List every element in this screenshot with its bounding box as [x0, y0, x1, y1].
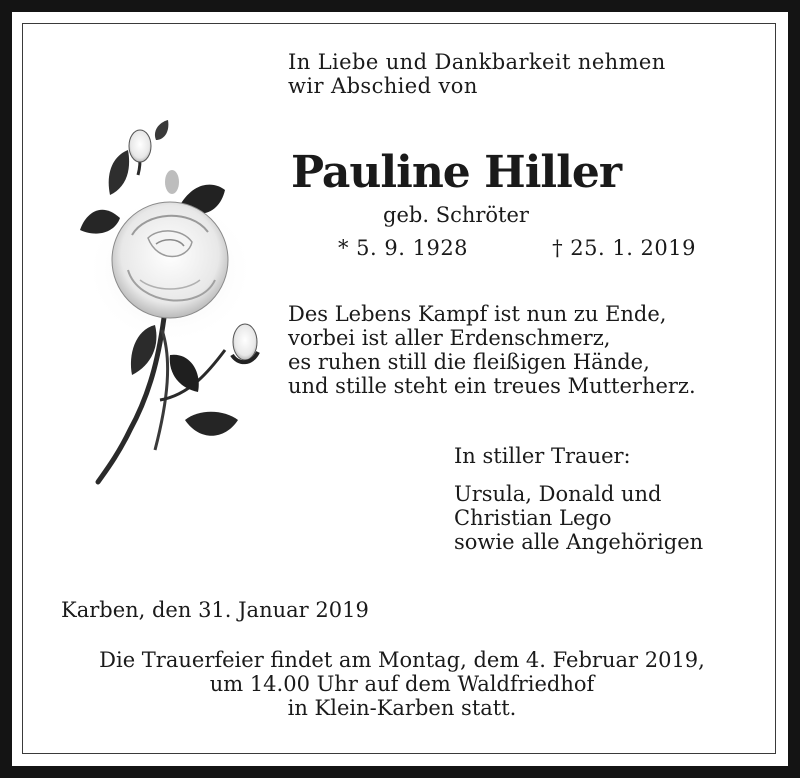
obituary-notice [12, 12, 788, 766]
life-dates [338, 236, 696, 262]
mourners-list: Ursula, Donald und Christian Lego sowie alle Angehörigen [454, 482, 704, 554]
mourning-heading: In stiller Trauer: [454, 444, 631, 468]
intro-text: In Liebe und Dankbarkeit nehmen wir Abschied von [288, 50, 666, 98]
place-and-date: Karben, den 31. Januar 2019 [61, 598, 369, 622]
deceased-name: Pauline Hiller [290, 147, 622, 198]
funeral-information: Die Trauerfeier findet am Montag, dem 4. Februar 2019, um 14.00 Uhr auf dem Waldfriedhof in Klein-Karben statt. [99, 648, 705, 720]
birth-name: geb. Schröter [383, 203, 529, 227]
birth-date: * 5. 9. 1928 [338, 236, 469, 260]
death-date: † 25. 1. 2019 [552, 236, 696, 260]
rose-illustration [60, 120, 260, 490]
memorial-poem: Des Lebens Kampf ist nun zu Ende, vorbei ist aller Erdenschmerz, es ruhen still die fleißigen Hände, und stille steht ein treues Mutterherz. [288, 302, 696, 398]
